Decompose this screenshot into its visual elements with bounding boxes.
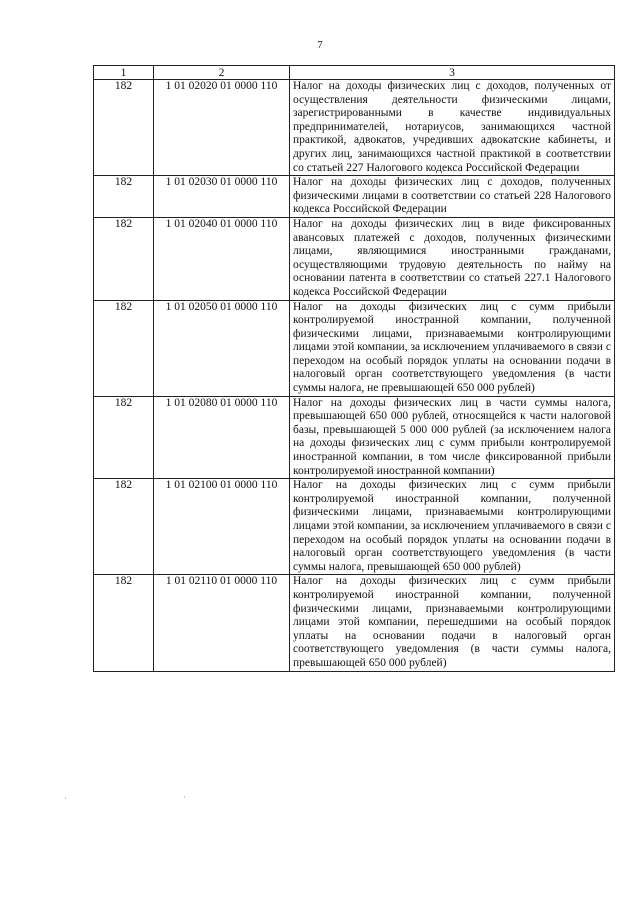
page-number: 7 bbox=[317, 39, 323, 51]
administrator-code: 182 bbox=[94, 217, 154, 300]
budget-classification-code: 1 01 02030 01 0000 110 bbox=[154, 176, 290, 218]
budget-classification-code: 1 01 02110 01 0000 110 bbox=[154, 575, 290, 671]
revenue-description: Налог на доходы физических лиц в виде фиксированных авансовых платежей с доходов, полученных физическими лицами, являющимися иностранными гражданами, осуществляющими трудовую деятельность по найму на основании патента в соответствии со статьей 227.1 Налогового кодекса Российской Федерации bbox=[290, 217, 615, 300]
revenue-description: Налог на доходы физических лиц с сумм прибыли контролируемой иностранной компании, полученной физическими лицами, признаваемыми контролирующими лицами этой компании, перешедшими на особый порядок уплаты на основании подачи в налоговый орган соответствующего уведомления (в части суммы налога, превышающей 650 000 рублей) bbox=[290, 575, 615, 671]
table-row bbox=[94, 479, 615, 575]
column-header-3: 3 bbox=[290, 66, 615, 80]
table-row bbox=[94, 575, 615, 671]
table-row bbox=[94, 80, 615, 176]
revenue-description: Налог на доходы физических лиц с сумм прибыли контролируемой иностранной компании, полученной физическими лицами, признаваемыми контролирующими лицами этой компании, за исключением уплачиваемого в связи с переходом на особый порядок уплаты на основании подачи в налоговый орган соответствующего уведомления (в части суммы налога, не превышающей 650 000 рублей) bbox=[290, 300, 615, 396]
administrator-code: 182 bbox=[94, 300, 154, 396]
administrator-code: 182 bbox=[94, 176, 154, 218]
table-header-row bbox=[94, 66, 615, 80]
revenue-description: Налог на доходы физических лиц с сумм прибыли контролируемой иностранной компании, полученной физическими лицами, признаваемыми контролирующими лицами этой компании, за исключением уплачиваемого в связи с переходом на особый порядок уплаты на основании подачи в налоговый орган соответствующего уведомления (в части суммы налога, превышающей 650 000 рублей) bbox=[290, 479, 615, 575]
scan-speck: · bbox=[183, 793, 186, 802]
scan-speck: ˌ bbox=[64, 790, 67, 799]
revenue-description: Налог на доходы физических лиц с доходов, полученных физическими лицами в соответствии со статьей 228 Налогового кодекса Российской Федерации bbox=[290, 176, 615, 218]
revenue-description: Налог на доходы физических лиц в части суммы налога, превышающей 650 000 рублей, относящейся к части налоговой базы, превышающей 5 000 000 рублей (за исключением налога на доходы физических лиц с сумм прибыли контролируемой иностранной компании, в том числе фиксированной прибыли контролируемой иностранной компании) bbox=[290, 396, 615, 479]
table-row bbox=[94, 396, 615, 479]
administrator-code: 182 bbox=[94, 575, 154, 671]
budget-classification-code: 1 01 02020 01 0000 110 bbox=[154, 80, 290, 176]
administrator-code: 182 bbox=[94, 479, 154, 575]
budget-classification-code: 1 01 02040 01 0000 110 bbox=[154, 217, 290, 300]
table-row bbox=[94, 217, 615, 300]
administrator-code: 182 bbox=[94, 80, 154, 176]
column-header-2: 2 bbox=[154, 66, 290, 80]
revenue-code-table bbox=[93, 65, 615, 672]
revenue-description: Налог на доходы физических лиц с доходов, полученных от осуществления деятельности физическими лицами, зарегистрированными в качестве индивидуальных предпринимателей, нотариусов, занимающихся частной практикой, адвокатов, учредивших адвокатские кабинеты, и других лиц, занимающихся частной практикой в соответствии со статьей 227 Налогового кодекса Российской Федерации bbox=[290, 80, 615, 176]
table-row bbox=[94, 176, 615, 218]
budget-classification-code: 1 01 02050 01 0000 110 bbox=[154, 300, 290, 396]
budget-classification-code: 1 01 02080 01 0000 110 bbox=[154, 396, 290, 479]
administrator-code: 182 bbox=[94, 396, 154, 479]
budget-classification-code: 1 01 02100 01 0000 110 bbox=[154, 479, 290, 575]
column-header-1: 1 bbox=[94, 66, 154, 80]
table-row bbox=[94, 300, 615, 396]
